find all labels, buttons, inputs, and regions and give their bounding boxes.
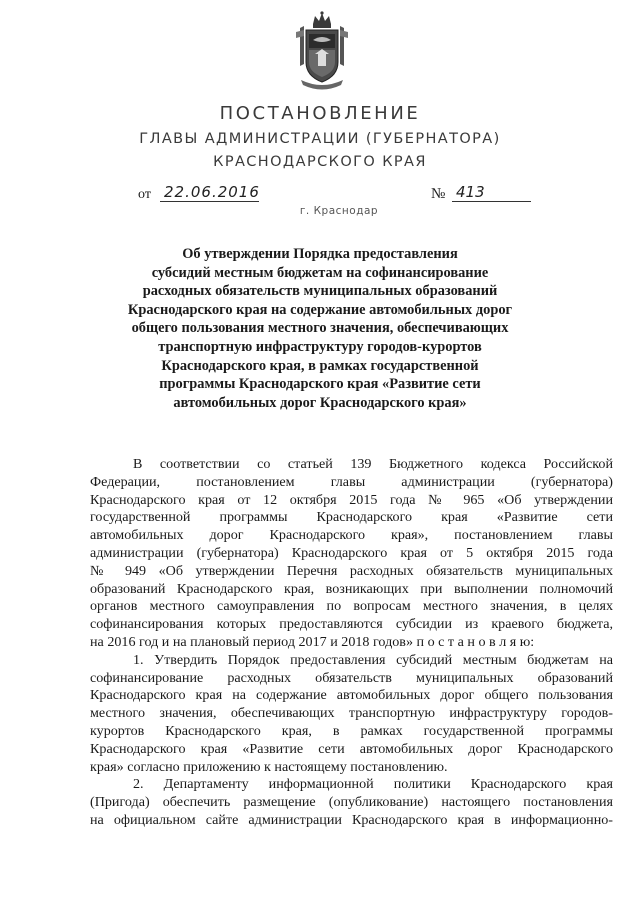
issuer-line-2: КРАСНОДАРСКОГО КРАЯ [213, 154, 427, 170]
heading-line: общего пользования местного значения, обеспечивающих [131, 320, 509, 337]
body-line: Краснодарского края на содержание автомобильных дорог общего пользования [90, 687, 613, 704]
document-number: 413 [452, 183, 531, 202]
body-line: местного значения, обеспечивающих транспортную инфраструктуру городов- [90, 705, 613, 722]
body-line: администрации (губернатора) Краснодарского края от 5 октября 2015 года [90, 544, 613, 561]
krasnodar-coat-of-arms-icon [291, 10, 353, 92]
document-heading [90, 245, 550, 412]
heading-line: автомобильных дорог Краснодарского края» [173, 394, 467, 411]
body-line: государственной программы Краснодарского края «Развитие сети [90, 509, 613, 526]
body-line: курортов Краснодарского края, в рамках государственной программы [90, 722, 613, 739]
heading-line: Краснодарского края на содержание автомобильных дорог [127, 301, 513, 318]
body-line: Краснодарского края от 12 октября 2015 года № 965 «Об утверждении [90, 491, 613, 508]
body-line: В соответствии со статьей 139 Бюджетного кодекса Российской [133, 456, 613, 472]
heading-line: расходных обязательств муниципальных образований [142, 283, 498, 300]
city-label: г. Краснодар [299, 205, 379, 217]
heading-line: транспортную инфраструктуру городов-курортов [158, 338, 482, 355]
body-line: органов местного самоуправления по вопросам местного значения, в целях [90, 598, 613, 615]
heading-line: Об утверждении Порядка предоставления [182, 246, 458, 262]
document-date: 22.06.2016 [160, 183, 259, 202]
number-prefix: № [431, 186, 446, 202]
body-line: (Пригода) обеспечить размещение (опубликование) настоящего постановления [90, 794, 613, 811]
date-number-row [0, 185, 640, 207]
issuer-line-1: ГЛАВЫ АДМИНИСТРАЦИИ (ГУБЕРНАТОРА) [139, 131, 501, 147]
body-line: образований Краснодарского края, возникающих при выполнении полномочий [90, 580, 613, 597]
body-line: Краснодарского края «Развитие сети автомобильных дорог Краснодарского [90, 740, 613, 757]
body-line: софинансирование расходных обязательств муниципальных образований [90, 669, 613, 686]
body-line: Федерации, постановлением главы администрации (губернатора) [90, 473, 613, 490]
body-line: 1. Утвердить Порядок предоставления субсидий местным бюджетам на [133, 651, 613, 668]
body-line: № 949 «Об утверждении Перечня расходных обязательств муниципальных [90, 562, 613, 579]
heading-line: Краснодарского края, в рамках государственной [161, 357, 479, 374]
body-line: на официальном сайте администрации Краснодарского края в информационно- [90, 811, 613, 828]
body-line: автомобильных дорог Краснодарского края», постановлением главы [90, 527, 613, 544]
body-line: на 2016 год и на плановый период 2017 и 2018 годов» п о с т а н о в л я ю: [90, 633, 535, 650]
document-type-title: ПОСТАНОВЛЕНИЕ [219, 103, 421, 124]
heading-line: субсидий местным бюджетам на софинансирование [151, 264, 489, 281]
heading-line: программы Краснодарского края «Развитие сети [159, 376, 481, 393]
body-line: софинансирования которых предоставляются субсидии из краевого бюджета, [90, 616, 613, 633]
body-line: края» согласно приложению к настоящему постановлению. [90, 758, 448, 775]
body-line: 2. Департаменту информационной политики Краснодарского края [133, 776, 613, 793]
date-prefix: от [138, 187, 151, 202]
document-body [90, 456, 613, 830]
